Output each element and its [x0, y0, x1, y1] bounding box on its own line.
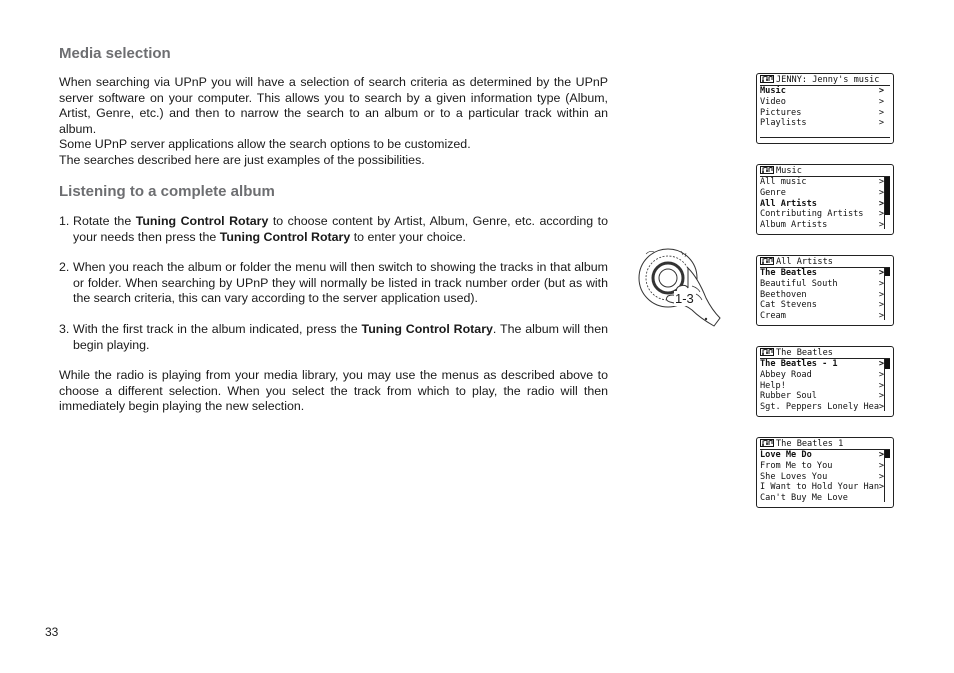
- rotary-hand-icon: [626, 246, 726, 331]
- menu-item-music[interactable]: Music >: [760, 86, 884, 96]
- screen-titlebar: Music: [760, 166, 890, 177]
- examples-note: The searches described here are just examples of the possibilities.: [59, 153, 425, 167]
- music-folder-icon: [760, 348, 774, 356]
- step-text: With the first track in the album indicated, press the Tuning Control Rotary. The album will then begin playing.: [73, 322, 608, 352]
- menu-item-from-me-to-you[interactable]: From Me to You >: [760, 460, 884, 471]
- scrollbar-thumb[interactable]: [885, 268, 890, 276]
- heading-complete-album: Listening to a complete album: [59, 183, 275, 200]
- lcd-screen-the-beatles: [756, 346, 894, 417]
- music-folder-icon: [760, 166, 774, 174]
- menu-item-contributing-artists[interactable]: Contributing Artists >: [760, 209, 884, 220]
- menu-item-cant-buy-me-love[interactable]: Can't Buy Me Love: [760, 493, 848, 504]
- menu-item-abbey-road[interactable]: Abbey Road >: [760, 369, 884, 380]
- menu-item-help[interactable]: Help! >: [760, 380, 884, 391]
- screen-titlebar: The Beatles: [760, 348, 890, 359]
- intro-paragraph: When searching via UPnP you will have a selection of search criteria as determined by the UPnP server software on your computer. This allows you to search by a given information type (Album, Artist, Genre, etc.) and then to narrow the search to an album or to a particular track within an album.: [59, 75, 608, 136]
- step-2: [59, 260, 608, 307]
- menu-item-cream[interactable]: Cream >: [760, 311, 884, 322]
- menu-item-all-music[interactable]: All music >: [760, 177, 884, 187]
- menu-item-playlists[interactable]: Playlists >: [760, 118, 884, 129]
- menu-item-beethoven[interactable]: Beethoven >: [760, 289, 884, 300]
- scrollbar[interactable]: [884, 177, 890, 229]
- menu-item-pictures[interactable]: Pictures >: [760, 107, 884, 118]
- heading-media-selection: Media selection: [59, 45, 171, 62]
- step-1: [59, 214, 608, 245]
- menu-item-album-artists[interactable]: Album Artists >: [760, 220, 884, 231]
- music-folder-icon: [760, 257, 774, 265]
- menu-item-the-beatles[interactable]: The Beatles >: [760, 268, 884, 278]
- music-folder-icon: [760, 439, 774, 447]
- menu-item-the-beatles-1[interactable]: The Beatles - 1 >: [760, 359, 884, 369]
- menu-item-she-loves-you[interactable]: She Loves You >: [760, 471, 884, 482]
- menu-item-video[interactable]: Video >: [760, 96, 884, 107]
- scrollbar[interactable]: [884, 359, 890, 411]
- step-text: Rotate the Tuning Control Rotary to choose content by Artist, Album, Genre, etc. according to your needs then press the Tuning Control Rotary to enter your choice.: [73, 214, 609, 244]
- step-3: [59, 322, 608, 353]
- menu-item-sgt-peppers[interactable]: Sgt. Peppers Lonely Hea >: [760, 402, 884, 413]
- step-text: When you reach the album or folder the menu will then switch to showing the tracks in that album or folder. When searching by UPnP they will normally be listed in track number order (but as with the search criteria, this can vary according to the server application used).: [73, 260, 608, 305]
- menu-item-love-me-do[interactable]: Love Me Do >: [760, 450, 884, 460]
- dial-step-label: 1-3: [675, 291, 694, 306]
- step-number: 3.: [59, 322, 70, 336]
- step-number: 1.: [59, 214, 70, 228]
- customization-note: Some UPnP server applications allow the search options to be customized.: [59, 137, 471, 151]
- tuning-control-rotary-illustration: [626, 246, 726, 336]
- scrollbar[interactable]: [884, 268, 890, 320]
- lcd-screen-all-artists: [756, 255, 894, 326]
- screen-divider: [760, 137, 890, 138]
- lcd-screen-the-beatles-1: [756, 437, 894, 508]
- menu-item-genre[interactable]: Genre >: [760, 187, 884, 198]
- menu-item-all-artists[interactable]: All Artists >: [760, 198, 884, 209]
- step-number: 2.: [59, 260, 70, 274]
- screen-titlebar: The Beatles 1: [760, 439, 890, 450]
- page-number: 33: [45, 625, 59, 639]
- menu-item-rubber-soul[interactable]: Rubber Soul >: [760, 391, 884, 402]
- menu-item-beautiful-south[interactable]: Beautiful South >: [760, 278, 884, 289]
- screen-titlebar: All Artists: [760, 257, 890, 268]
- lcd-screen-music: [756, 164, 894, 235]
- scrollbar-thumb[interactable]: [885, 450, 890, 458]
- scrollbar-thumb[interactable]: [885, 177, 890, 215]
- closing-paragraph: While the radio is playing from your media library, you may use the menus as described above to choose a different selection. When you select the track from which to play, the radio will then immediately begin playing the new selection.: [59, 368, 608, 413]
- scrollbar[interactable]: [884, 450, 890, 502]
- music-folder-icon: [760, 75, 774, 83]
- screen-titlebar: JENNY: Jenny's music: [760, 75, 890, 86]
- scrollbar-thumb[interactable]: [885, 359, 890, 369]
- lcd-screen-jenny: [756, 73, 894, 144]
- menu-item-cat-stevens[interactable]: Cat Stevens >: [760, 300, 884, 311]
- menu-item-i-want-to-hold-your-hand[interactable]: I Want to Hold Your Han >: [760, 482, 884, 493]
